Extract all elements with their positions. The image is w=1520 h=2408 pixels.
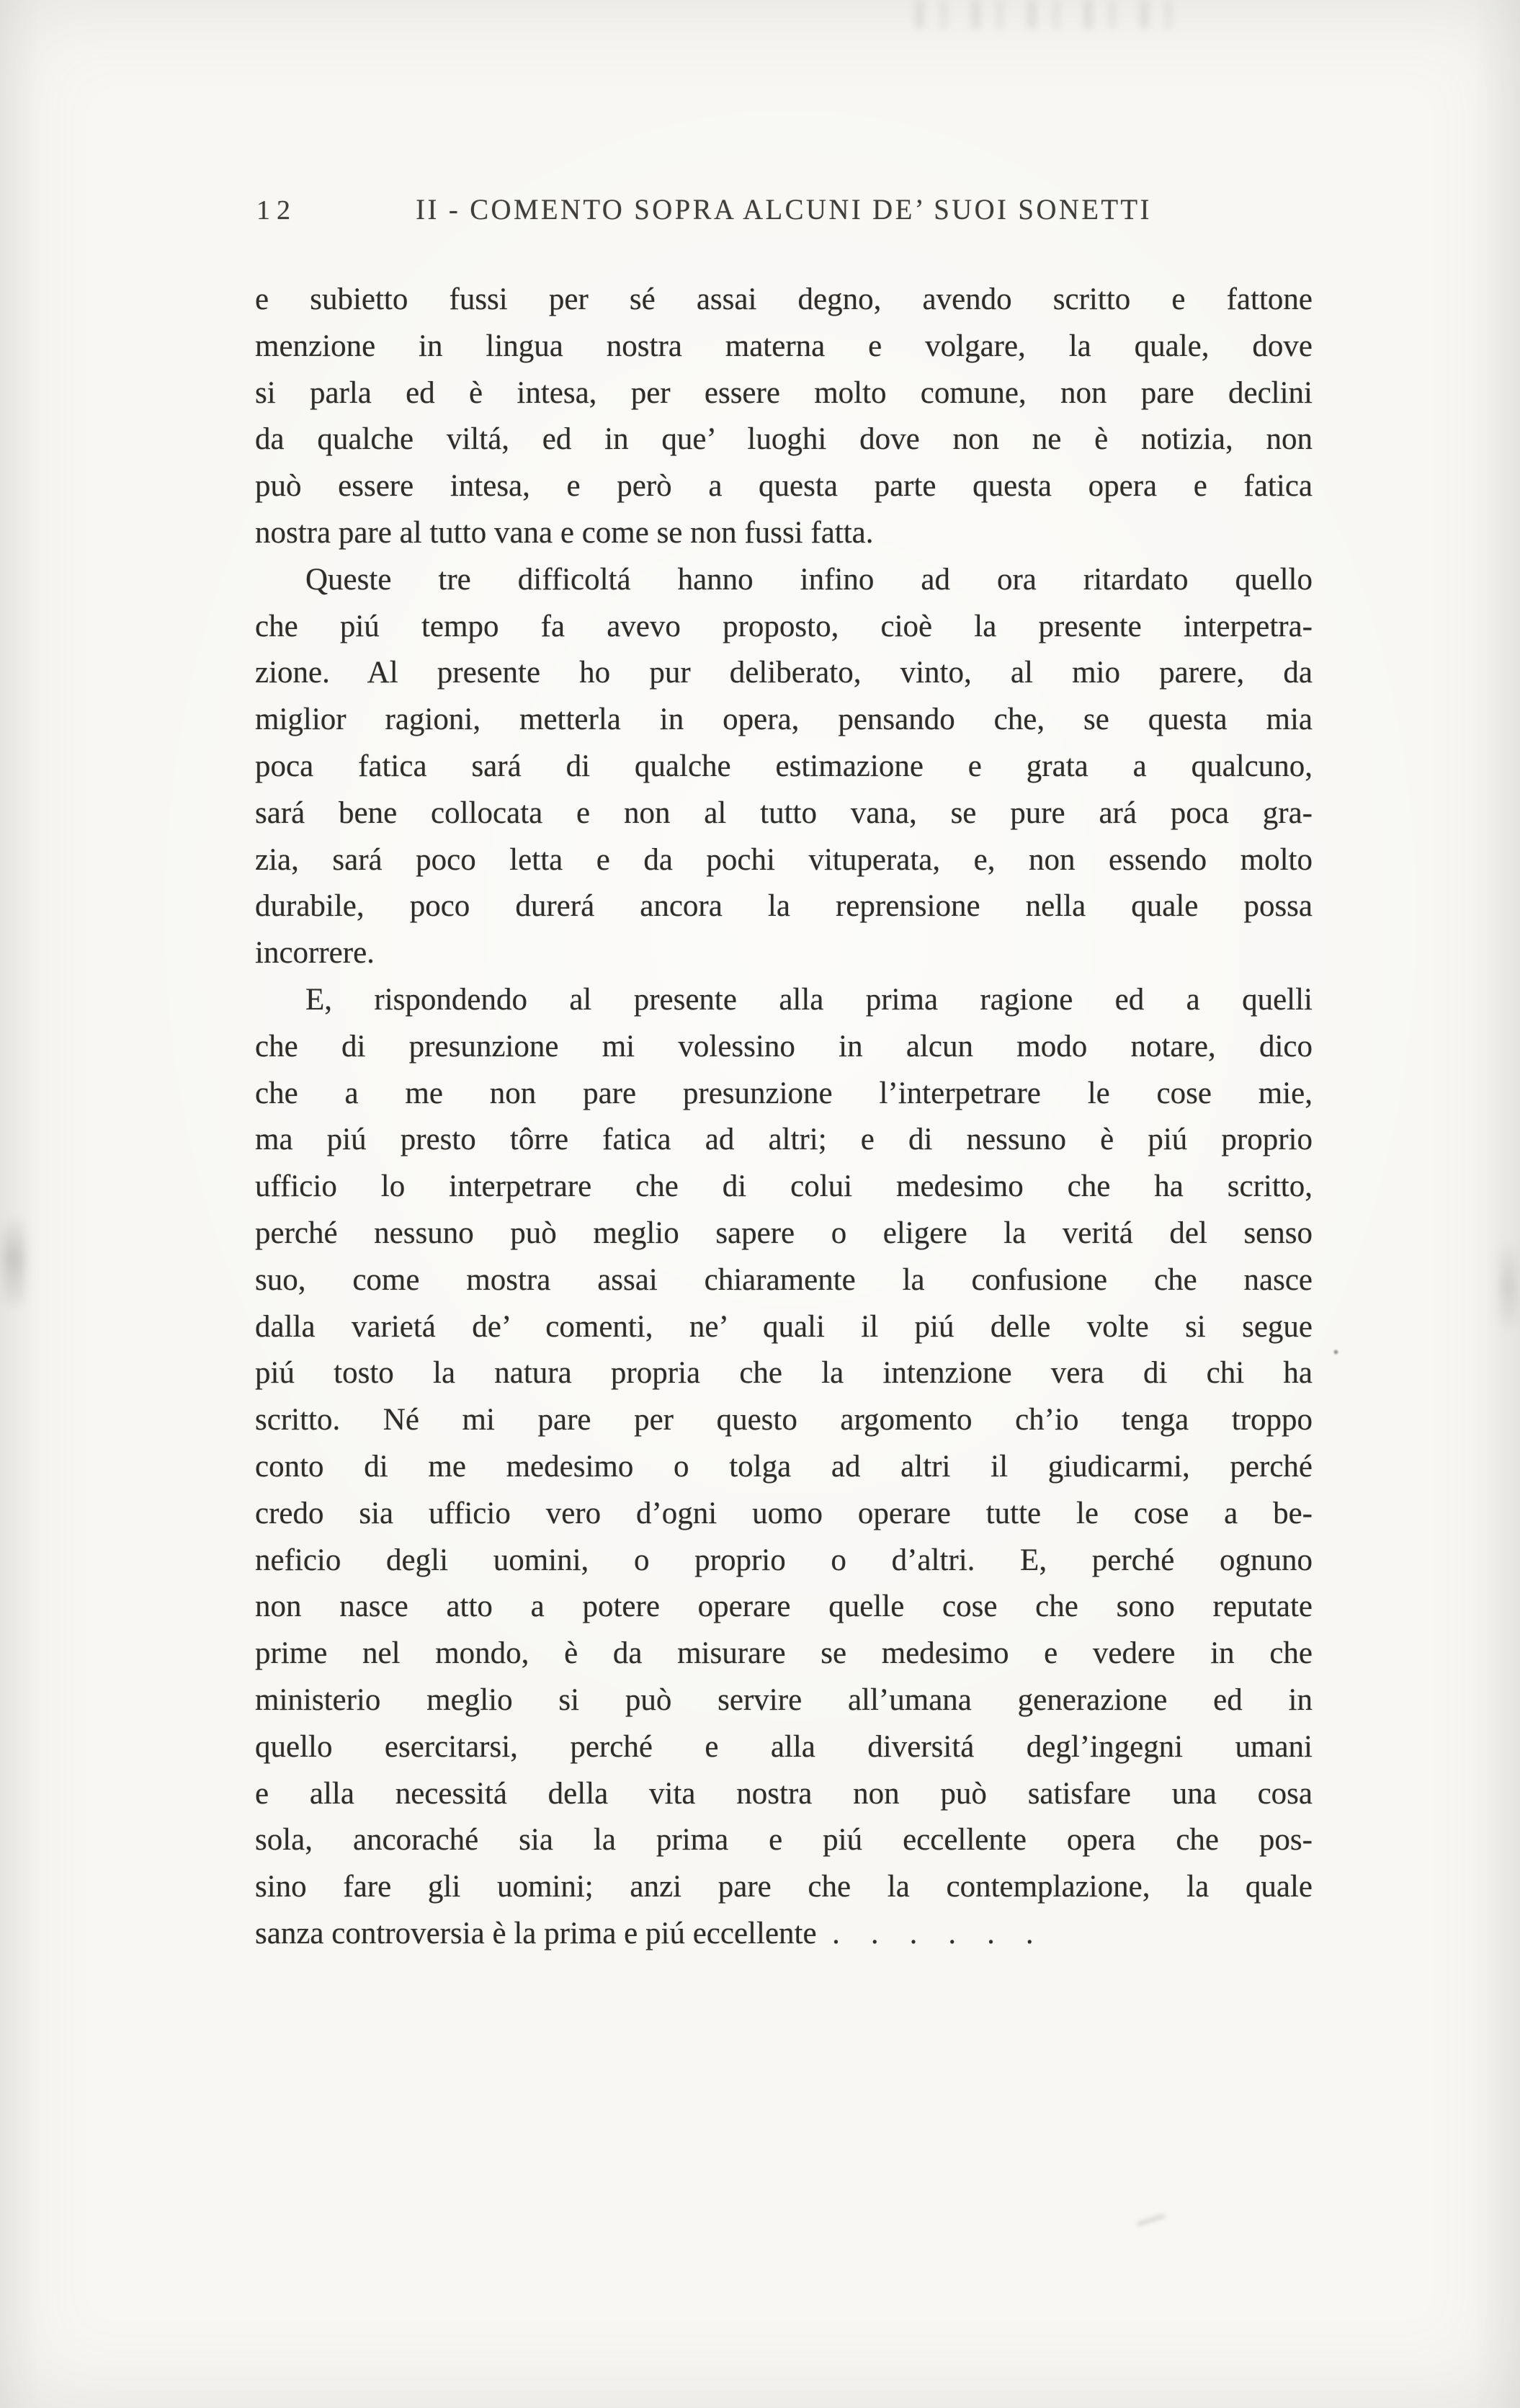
- text-line: suo, come mostra assai chiaramente la confusione che nasce: [255, 1262, 1313, 1297]
- text-line: ministerio meglio si può servire all’umana generazione ed in: [255, 1682, 1313, 1717]
- scan-artifact-left-smudge: [3, 1219, 24, 1306]
- text-line: e alla necessitá della vita nostra non può satisfare una cosa: [255, 1776, 1313, 1811]
- text-line: sino fare gli uomini; anzi pare che la contemplazione, la quale: [255, 1870, 1313, 1904]
- text-line: che di presunzione mi volessino in alcun modo notare, dico: [255, 1029, 1313, 1063]
- text-line: conto di me medesimo o tolga ad altri il giudicarmi, perché: [255, 1449, 1313, 1484]
- text-line: scritto. Né mi pare per questo argomento ch’io tenga troppo: [255, 1403, 1313, 1437]
- text-line: perché nessuno può meglio sapere o eligere la veritá del senso: [255, 1216, 1313, 1250]
- text-line: prime nel mondo, è da misurare se medesimo e vedere in che: [255, 1636, 1313, 1671]
- scan-artifact-right-smudge: [1500, 1245, 1517, 1328]
- text-line: neficio degli uomini, o proprio o d’altri. E, perché ognuno: [255, 1543, 1313, 1577]
- text-line: non nasce atto a potere operare quelle cose che sono reputate: [255, 1589, 1313, 1624]
- text-line: sola, ancoraché sia la prima e piú eccellente opera che pos-: [255, 1823, 1313, 1858]
- text-line: dalla varietá de’ comenti, ne’ quali il piú delle volte si segue: [255, 1309, 1313, 1344]
- scan-artifact-speck: [1333, 1349, 1339, 1355]
- text-line: miglior ragioni, metterla in opera, pensando che, se questa mia: [255, 703, 1313, 737]
- text-line: E, rispondendo al presente alla prima ragione ed a quelli: [305, 982, 1313, 1017]
- text-line: che piú tempo fa avevo proposto, cioè la presente interpetra-: [255, 609, 1313, 643]
- running-title: II - COMENTO SOPRA ALCUNI DE’ SUOI SONETTI: [416, 193, 1152, 226]
- text-line: zione. Al presente ho pur deliberato, vinto, al mio parere, da: [255, 656, 1313, 690]
- text-line: incorrere.: [255, 936, 375, 971]
- text-line: zia, sará poco letta e da pochi vituperata, e, non essendo molto: [255, 842, 1313, 877]
- text-line: può essere intesa, e però a questa parte questa opera e fatica: [255, 469, 1313, 504]
- scan-artifact-bottom-speck: [1137, 2213, 1166, 2226]
- text-line: nostra pare al tutto vana e come se non fussi fatta.: [255, 515, 874, 550]
- text-line: durabile, poco durerá ancora la reprensione nella quale possa: [255, 889, 1313, 924]
- text-line: credo sia ufficio vero d’ogni uomo operare tutte le cose a be-: [255, 1496, 1313, 1530]
- text-line: quello esercitarsi, perché e alla diversitá degl’ingegni umani: [255, 1729, 1313, 1764]
- text-line: e subietto fussi per sé assai degno, avendo scritto e fattone: [255, 282, 1313, 316]
- scan-artifact-top-ghost: [915, 0, 1181, 29]
- text-line: sará bene collocata e non al tutto vana, se pure ará poca gra-: [255, 795, 1313, 830]
- text-line: menzione in lingua nostra materna e volgare, la quale, dove: [255, 329, 1313, 363]
- text-line: piú tosto la natura propria che la intenzione vera di chi ha: [255, 1356, 1313, 1391]
- text-line: poca fatica sará di qualche estimazione e grata a qualcuno,: [255, 749, 1313, 783]
- page-header: [255, 190, 1313, 229]
- text-line: Queste tre difficoltá hanno infino ad ora ritardato quello: [305, 562, 1313, 597]
- text-line: sanza controversia è la prima e piú eccellente . . . . . .: [255, 1916, 1034, 1950]
- text-line: ufficio lo interpetrare che di colui medesimo che ha scritto,: [255, 1169, 1313, 1204]
- text-block: [255, 277, 1313, 1958]
- text-line: che a me non pare presunzione l’interpetrare le cose mie,: [255, 1076, 1313, 1110]
- page-number: 12: [256, 195, 297, 226]
- text-line: ma piú presto tôrre fatica ad altri; e di nessuno è piú proprio: [255, 1123, 1313, 1157]
- text-line: da qualche viltá, ed in que’ luoghi dove non ne è notizia, non: [255, 422, 1313, 457]
- text-line: si parla ed è intesa, per essere molto comune, non pare declini: [255, 375, 1313, 410]
